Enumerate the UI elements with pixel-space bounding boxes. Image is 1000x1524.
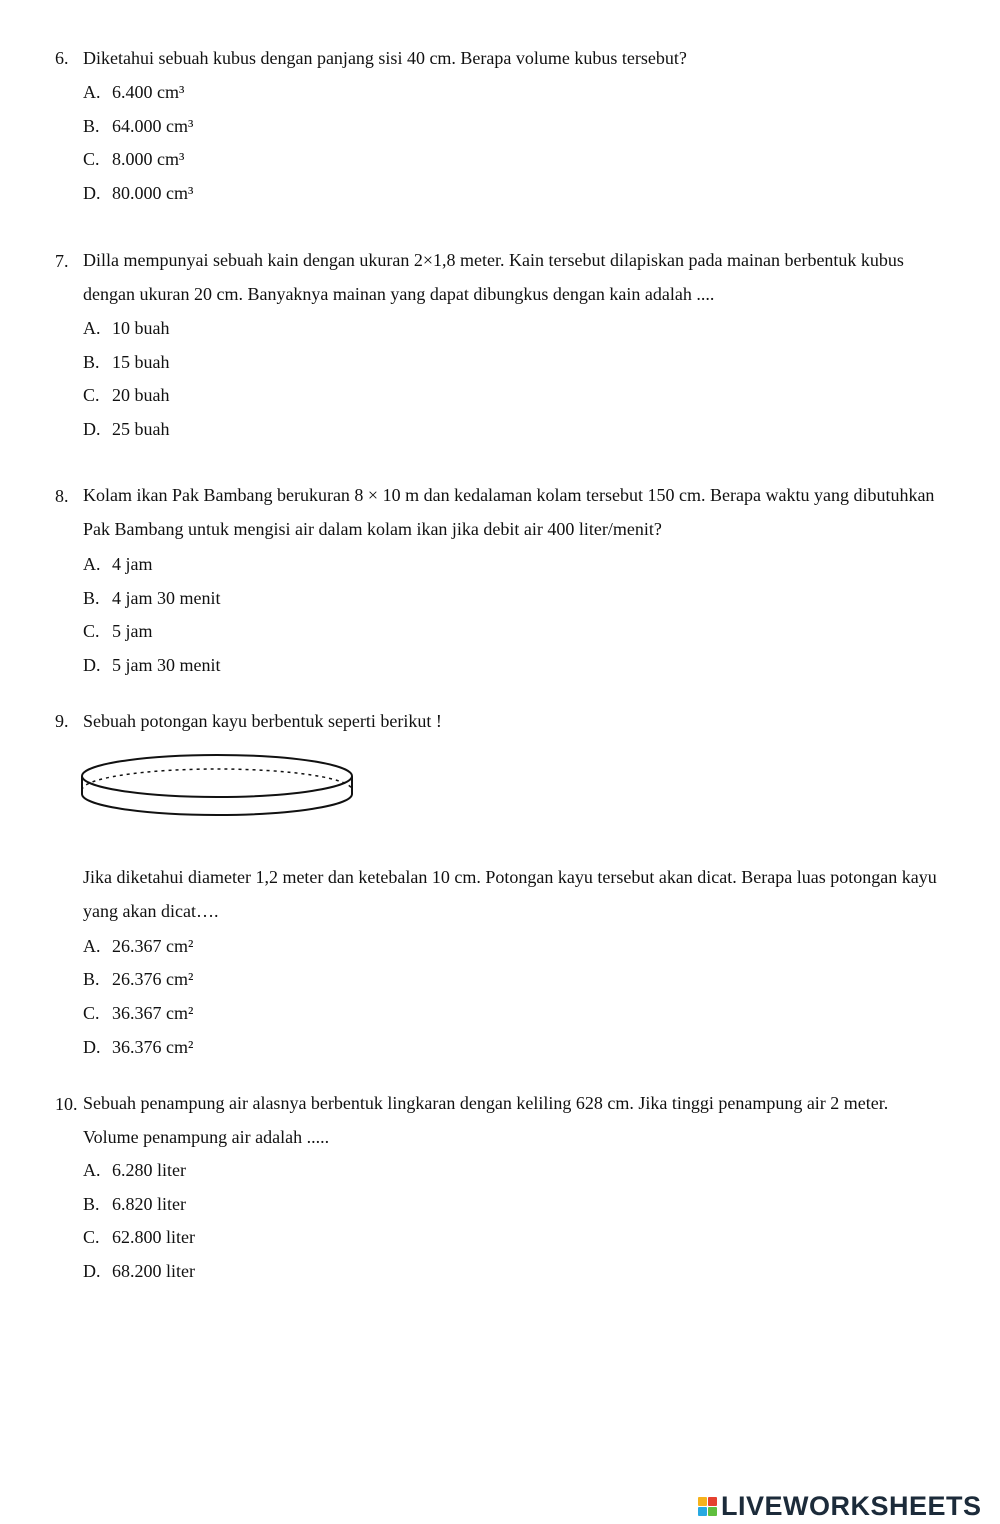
option-text: 5 jam [112, 621, 153, 641]
option-text: 64.000 cm³ [112, 116, 194, 136]
option-6d[interactable] [83, 182, 193, 204]
option-6a[interactable] [83, 81, 184, 103]
option-letter: B. [83, 116, 100, 136]
option-letter: A. [83, 936, 101, 956]
option-letter: C. [83, 621, 100, 641]
option-text: 25 buah [112, 419, 170, 439]
option-text: 36.367 cm² [112, 1003, 194, 1023]
question-text-7: Dilla mempunyai sebuah kain dengan ukuran 2×1,8 meter. Kain tersebut dilapiskan pada mainan berbentuk kubus dengan ukuran 20 cm. Banyaknya mainan yang dapat dibungkus dengan kain adalah .... [83, 250, 904, 304]
option-6b[interactable] [83, 115, 193, 137]
option-text: 8.000 cm³ [112, 149, 185, 169]
logo-square-1 [698, 1497, 707, 1506]
disk-hidden-edge [82, 769, 352, 790]
question-9 [55, 710, 442, 732]
question-number: 9. [55, 711, 69, 731]
option-8c[interactable] [83, 620, 153, 642]
option-text: 36.376 cm² [112, 1037, 194, 1057]
liveworksheets-logo-icon [698, 1497, 717, 1516]
option-text: 26.367 cm² [112, 936, 194, 956]
option-10d[interactable] [83, 1260, 195, 1282]
option-text: 68.200 liter [112, 1261, 195, 1281]
question-6 [55, 47, 687, 69]
option-text: 4 jam [112, 554, 153, 574]
option-letter: B. [83, 1194, 100, 1214]
question-number-8: 8. [55, 486, 69, 506]
option-10c[interactable] [83, 1226, 195, 1248]
wooden-disk-figure [78, 752, 360, 848]
option-text: 10 buah [112, 318, 170, 338]
question-text-8: Kolam ikan Pak Bambang berukuran 8 × 10 m dan kedalaman kolam tersebut 150 cm. Berapa waktu yang dibutuhkan Pak Bambang untuk mengisi air dalam kolam ikan jika debit air 400 liter/menit? [83, 485, 935, 539]
option-text: 6.820 liter [112, 1194, 186, 1214]
question-text-10: Sebuah penampung air alasnya berbentuk lingkaran dengan keliling 628 cm. Jika tinggi penampung air 2 meter. Volume penampung air adalah ..... [83, 1093, 889, 1147]
option-7d[interactable] [83, 418, 170, 440]
option-letter: C. [83, 1003, 100, 1023]
question-number-7: 7. [55, 251, 69, 271]
option-8d[interactable] [83, 654, 220, 676]
option-letter: A. [83, 554, 101, 574]
disk-top-face [82, 755, 352, 797]
option-letter: A. [83, 82, 101, 102]
option-letter: B. [83, 352, 100, 372]
option-letter: D. [83, 183, 101, 203]
option-9c[interactable] [83, 1002, 193, 1024]
option-letter: D. [83, 1261, 101, 1281]
liveworksheets-logo[interactable] [698, 1490, 982, 1522]
option-text: 26.376 cm² [112, 969, 194, 989]
option-8a[interactable] [83, 553, 153, 575]
option-7c[interactable] [83, 384, 170, 406]
logo-square-4 [708, 1507, 717, 1516]
option-letter: B. [83, 588, 100, 608]
question-text: Diketahui sebuah kubus dengan panjang sisi 40 cm. Berapa volume kubus tersebut? [83, 48, 687, 68]
logo-square-3 [698, 1507, 707, 1516]
option-letter: C. [83, 385, 100, 405]
option-6c[interactable] [83, 148, 184, 170]
logo-square-2 [708, 1497, 717, 1506]
question-number-10: 10. [55, 1094, 78, 1114]
option-letter: C. [83, 149, 100, 169]
option-text: 15 buah [112, 352, 170, 372]
option-letter: C. [83, 1227, 100, 1247]
option-7a[interactable] [83, 317, 170, 339]
option-9b[interactable] [83, 968, 193, 990]
option-letter: A. [83, 318, 101, 338]
option-letter: A. [83, 1160, 101, 1180]
option-8b[interactable] [83, 587, 220, 609]
option-text: 80.000 cm³ [112, 183, 194, 203]
option-10b[interactable] [83, 1193, 186, 1215]
option-letter: B. [83, 969, 100, 989]
option-9d[interactable] [83, 1036, 193, 1058]
question-text: Sebuah potongan kayu berbentuk seperti berikut ! [83, 711, 442, 731]
option-letter: D. [83, 419, 101, 439]
option-text: 6.280 liter [112, 1160, 186, 1180]
question-9-followup: Jika diketahui diameter 1,2 meter dan ketebalan 10 cm. Potongan kayu tersebut akan dicat. Berapa luas potongan kayu yang akan dicat…. [83, 867, 937, 921]
option-text: 62.800 liter [112, 1227, 195, 1247]
option-10a[interactable] [83, 1159, 186, 1181]
option-text: 5 jam 30 menit [112, 655, 221, 675]
brand-name: LIVEWORKSHEETS [721, 1490, 982, 1521]
option-letter: D. [83, 1037, 101, 1057]
option-9a[interactable] [83, 935, 193, 957]
option-text: 4 jam 30 menit [112, 588, 221, 608]
option-text: 20 buah [112, 385, 170, 405]
option-text: 6.400 cm³ [112, 82, 185, 102]
option-7b[interactable] [83, 351, 170, 373]
question-number: 6. [55, 48, 69, 68]
option-letter: D. [83, 655, 101, 675]
